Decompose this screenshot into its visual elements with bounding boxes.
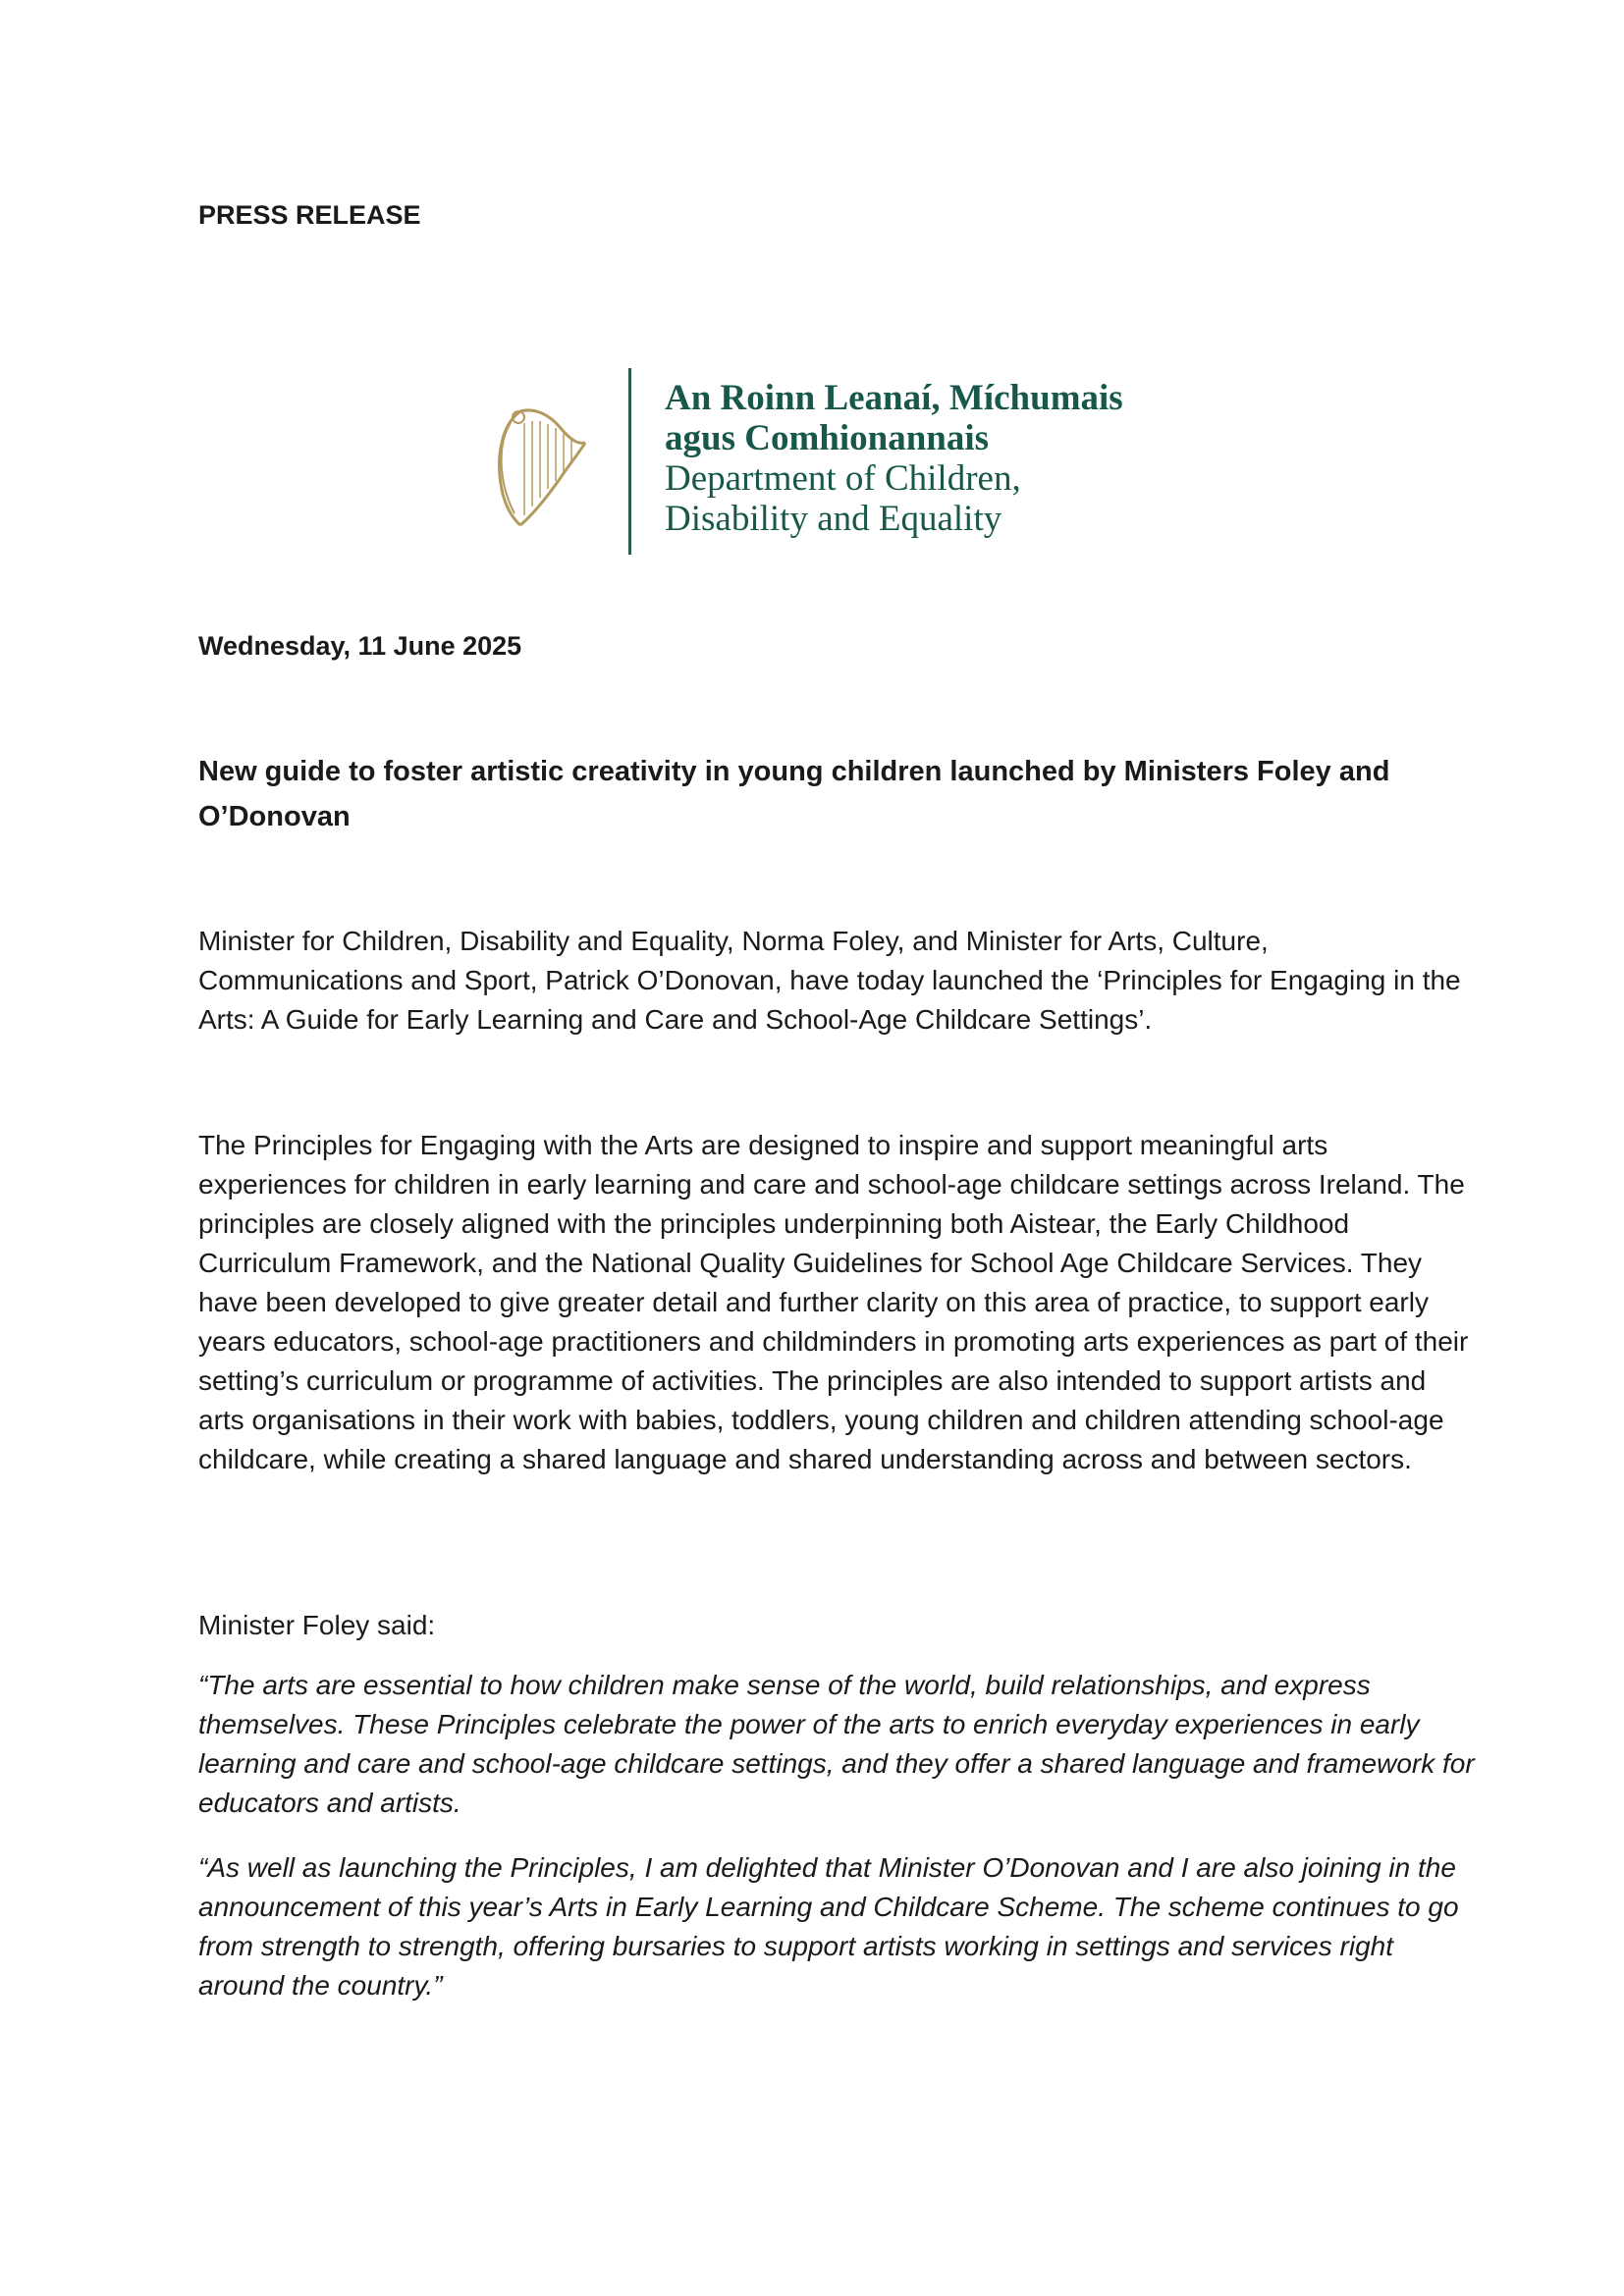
department-logo <box>491 368 1159 555</box>
department-name <box>665 378 1123 539</box>
quote-paragraph-1: “The arts are essential to how children make sense of the world, build relationships, and express themselves. These Principles celebrate the power of the arts to enrich everyday experiences in early learning and care and school-age childcare settings, and they offer a shared language and framework for educators and artists. <box>198 1670 1475 1818</box>
paragraph-principles: The Principles for Engaging with the Arts are designed to inspire and support meaningful arts experiences for children in early learning and care and school-age childcare settings across Ireland. The principles are closely aligned with the principles underpinning both Aistear, the Early Childhood Curriculum Framework, and the National Quality Guidelines for School Age Childcare Services. They have been developed to give greater detail and further clarity on this area of practice, to support early years educators, school-age practitioners and childminders in promoting arts experiences as part of their setting’s curriculum or programme of activities. The principles are also intended to support artists and arts organisations in their work with babies, toddlers, young children and children attending school-age childcare, while creating a shared language and shared understanding across and between sectors. <box>198 1130 1469 1474</box>
department-name-english-line2: Disability and Equality <box>665 499 1002 539</box>
paragraph-intro: Minister for Children, Disability and Equality, Norma Foley, and Minister for Arts, Culture, Communications and Sport, Patrick O’Donovan, have today launched the ‘Principles for Engaging in the Arts: A Guide for Early Learning and Care and School-Age Childcare Settings’. <box>198 926 1461 1035</box>
quote-paragraph-2: “As well as launching the Principles, I am delighted that Minister O’Donovan and I are also joining in the announcement of this year’s Arts in Early Learning and Childcare Scheme. The scheme continues to go from strength to strength, offering bursaries to support artists working in settings and services right around the country.” <box>198 1852 1459 2001</box>
department-name-irish-line1: An Roinn Leanaí, Míchumais <box>665 378 1123 418</box>
release-date: Wednesday, 11 June 2025 <box>198 631 522 661</box>
paragraph-minister-said: Minister Foley said: <box>198 1610 436 1640</box>
headline: New guide to foster artistic creativity in young children launched by Ministers Foley and O’Donovan <box>198 756 1390 832</box>
press-release-label: PRESS RELEASE <box>198 200 421 230</box>
department-name-irish-line2: agus Comhionannais <box>665 418 990 458</box>
harp-icon <box>491 405 589 533</box>
logo-divider <box>628 368 631 555</box>
department-name-english-line1: Department of Children, <box>665 458 1021 499</box>
